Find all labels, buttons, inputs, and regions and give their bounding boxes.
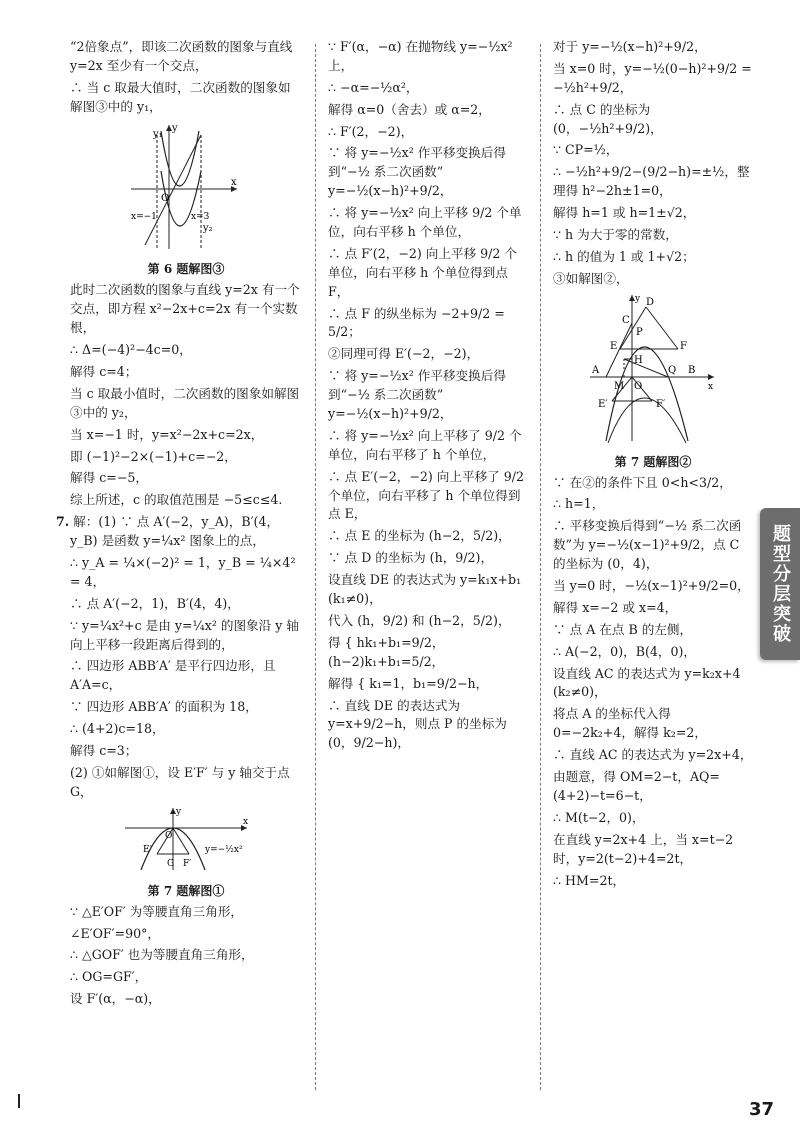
column-3: [553, 38, 753, 1090]
label-p: P: [636, 326, 643, 338]
text-line: ∴ Δ=(−4)²−4c=0，: [70, 342, 192, 358]
text-line: ∴ h 的值为 1 或 1+√2；: [553, 248, 695, 264]
text-line: 即 (−1)²−2×(−1)+c=−2，: [70, 448, 237, 464]
label-y: y: [172, 122, 178, 134]
section-side-tab: [760, 508, 800, 660]
text-line: ∴ M(t−2，0)，: [553, 809, 645, 825]
label-x: x: [243, 816, 249, 827]
text-line: ∴ OG=GF′，: [70, 969, 148, 985]
text-line: ∴ △GOF′ 也为等腰直角三角形，: [70, 947, 254, 963]
text-line: ∴ 将 y=−½x² 向上平移 9/2 个单位，向右平移 h 个单位，: [328, 205, 522, 240]
label-y: y: [176, 806, 182, 817]
text-line: 当 c 取最小值时，二次函数的图象如解图③中的 y₂，: [70, 385, 300, 420]
text-line: ∴ 点 A′(−2，1)，B′(4，4)，: [70, 595, 240, 611]
text-line: ∴ 点 E 的坐标为 (h−2，5/2)，: [328, 528, 511, 544]
text-line: 解得 c=3；: [70, 743, 138, 759]
label-x: x: [708, 381, 714, 392]
text-line: “2倍象点”，即该二次函数的图象与直线 y=2x 至少有一个交点，: [70, 39, 293, 73]
text-line: 解得 c=4；: [70, 364, 138, 380]
parabola-triangle-graph: [121, 806, 251, 872]
label-f-prime: F′: [183, 858, 192, 869]
text-line: 由题意，得 OM=2−t，AQ=(4+2)−t=6−t，: [553, 769, 720, 803]
label-f: F: [680, 340, 687, 352]
text-line: 当 x=0 时，y=−½(0−h)²+9/2 = −½h²+9/2，: [553, 60, 752, 95]
text-line: ∴ h=1，: [553, 496, 605, 512]
label-o: O: [165, 830, 173, 841]
label-d: D: [646, 296, 655, 308]
text-line: ∵ 将 y=−½x² 作平移变换后得到“−½ 系二次函数” y=−½(x−h)²+9/2，: [328, 368, 506, 422]
text-line: (2) ①如解图①，设 E′F′ 与 y 轴交于点 G，: [70, 764, 290, 799]
label-c: C: [622, 314, 630, 326]
text-line: ∴ F′(2，−2)，: [328, 123, 414, 139]
label-o: O: [161, 192, 170, 204]
text-line: ∵ F′(α，−α) 在抛物线 y=−½x² 上，: [328, 39, 513, 73]
text-line: 设直线 AC 的表达式为 y=k₂x+4 (k₂≠0)，: [553, 665, 741, 700]
text-line: ∴ A(−2，0)，B(4，0)，: [553, 643, 696, 659]
text-line: 此时二次函数的图象与直线 y=2x 有一个交点，即方程 x²−2x+c=2x 有一个实数根，: [70, 282, 300, 336]
parabola-graph: [131, 121, 241, 251]
text-line: ∴ HM=2t，: [553, 872, 626, 888]
text-line: 设直线 DE 的表达式为 y=k₁x+b₁ (k₁≠0)，: [328, 572, 522, 607]
text-line: ∴ 四边形 ABB′A′ 是平行四边形，且 A′A=c，: [70, 658, 276, 693]
label-m: M: [614, 380, 625, 392]
text-line: ∵ 将 y=−½x² 作平移变换后得到“−½ 系二次函数” y=−½(x−h)²+9/2，: [328, 145, 506, 199]
side-tab-label: 题型分层突破: [770, 524, 791, 644]
text-line: ∴ (4+2)c=18，: [70, 721, 165, 737]
text-line: ∴ 直线 AC 的表达式为 y=2x+4，: [553, 747, 753, 763]
label-curve: y=−½x²: [205, 844, 243, 855]
column-2: [328, 38, 528, 1090]
label-y2: y₂: [203, 222, 213, 234]
figure-6-3: [70, 121, 302, 257]
text-line: 代入 (h，9/2) 和 (h−2，5/2)，: [328, 612, 511, 628]
parabola-construction-graph: [588, 293, 718, 443]
text-line: ∴ 当 c 取最大值时，二次函数的图象如解图③中的 y₁，: [70, 79, 291, 114]
text-line: 解得 c=−5，: [70, 470, 148, 486]
text-line: 解得 α=0（舍去）或 α=2，: [328, 101, 491, 117]
text-line: ∵ y=¼x²+c 是由 y=¼x² 的图象沿 y 轴向上平移一段距离后得到的，: [70, 617, 299, 652]
label-o: O: [634, 380, 643, 392]
column-divider-2: [540, 44, 541, 1090]
text-line: ∵ 四边形 ABB′A′ 的面积为 18，: [70, 699, 258, 715]
column-1: [56, 38, 302, 1090]
label-x-3: x=3: [191, 211, 210, 222]
text-line: ∴ 点 C 的坐标为 (0，−½h²+9/2)，: [553, 101, 663, 136]
text-line: ∠E′OF′=90°，: [70, 925, 160, 941]
label-y: y: [635, 293, 641, 304]
text-line: ∴ 平移变换后得到“−½ 系二次函数”为 y=−½(x−1)²+9/2，点 C 的坐标为 (0，4)，: [553, 518, 742, 572]
text-line: ∴ 直线 DE 的表达式为 y=x+9/2−h，则点 P 的坐标为 (0，9/2−h)，: [328, 697, 507, 751]
text-line: ∵ 在②的条件下且 0<h<3/2，: [553, 474, 732, 490]
page-number: 37: [748, 1099, 774, 1120]
text-line: ∵ 点 A 在点 B 的左侧，: [553, 621, 693, 637]
figure-caption: 第 7 题解图①: [147, 883, 225, 898]
label-q: Q: [668, 364, 677, 376]
label-e-prime: E′: [598, 398, 608, 410]
text-line: ③如解图②，: [553, 270, 629, 286]
text-line: ∵ △E′OF′ 为等腰直角三角形，: [70, 903, 244, 919]
text-line: ∴ 将 y=−½x² 向上平移了 9/2 个单位，向右平移了 h 个单位，: [328, 427, 522, 462]
text-line: 在直线 y=2x+4 上，当 x=t−2 时，y=2(t−2)+4=2t，: [553, 831, 734, 866]
text-line: ∵ CP=½，: [553, 142, 619, 158]
label-x-minus-1: x=−1: [131, 211, 157, 222]
text-line: ②同理可得 E′(−2，−2)，: [328, 346, 480, 362]
label-e-prime: E′: [143, 844, 152, 855]
figure-caption: 第 6 题解图③: [147, 262, 225, 277]
label-e: E: [610, 340, 618, 352]
text-line: 当 y=0 时，−½(x−1)²+9/2=0，: [553, 578, 750, 594]
text-line: 解得 { k₁=1，b₁=9/2−h，: [328, 675, 489, 691]
label-x: x: [231, 176, 237, 188]
label-f-prime: F′: [656, 398, 666, 410]
text-line: ∴ −½h²+9/2−(9/2−h)=±½，整理得 h²−2h±1=0，: [553, 164, 750, 199]
text-line: ∴ −α=−½α²，: [328, 79, 419, 95]
text-line: 对于 y=−½(x−h)²+9/2，: [553, 39, 707, 54]
label-g: G: [167, 858, 175, 869]
text-line: 当 x=−1 时，y=x²−2x+c=2x，: [70, 426, 264, 442]
text-line: 解：(1) ∵ 点 A′(−2，y_A)，B′(4，y_B) 是函数 y=¼x² 图象上的点，: [70, 514, 280, 549]
figure-caption: 第 7 题解图②: [614, 454, 692, 469]
question-7: [56, 513, 302, 551]
question-number: 7.: [56, 514, 70, 530]
text-line: ∴ 点 F′(2，−2) 向上平移 9/2 个单位，向右平移 h 个单位得到点 F，: [328, 245, 518, 299]
label-y1: y₁: [153, 128, 163, 140]
text-line: ∴ 点 E′(−2，−2) 向上平移了 9/2 个单位，向右平移了 h 个单位得到点 E，: [328, 468, 525, 522]
label-h: H: [634, 354, 643, 366]
label-a: A: [592, 364, 600, 376]
text-line: 解得 h=1 或 h=1±√2，: [553, 205, 696, 221]
text-line: 将点 A 的坐标代入得 0=−2k₂+4，解得 k₂=2，: [553, 706, 707, 741]
figure-7-1: [70, 806, 302, 878]
text-line: 设 F′(α，−α)，: [70, 991, 161, 1007]
text-line: ∴ 点 F 的纵坐标为 −2+9/2 = 5/2；: [328, 305, 505, 340]
text-line: ∵ h 为大于零的常数，: [553, 227, 678, 243]
text-line: ∵ 点 D 的坐标为 (h，9/2)，: [328, 550, 494, 566]
text-line: 得 { hk₁+b₁=9/2，(h−2)k₁+b₁=5/2，: [328, 634, 445, 669]
figure-7-2: [553, 293, 753, 449]
label-b: B: [688, 364, 696, 376]
column-divider-1: [315, 44, 316, 1090]
text-line: 综上所述，c 的取值范围是 −5≤c≤4.: [70, 492, 283, 508]
text-line: 解得 x=−2 或 x=4，: [553, 599, 678, 615]
text-line: ∴ y_A = ¼×(−2)² = 1，y_B = ¼×4² = 4，: [70, 555, 296, 589]
margin-mark: [18, 1094, 20, 1108]
